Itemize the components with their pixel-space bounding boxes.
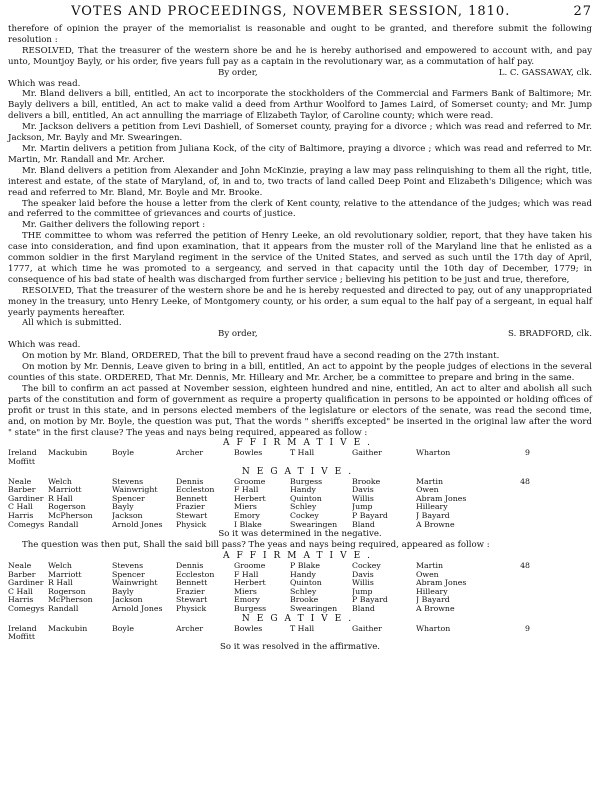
- member-name: Barber: [8, 485, 36, 495]
- member-name: R Hall: [48, 578, 73, 588]
- vote-result: So it was resolved in the affirmative.: [219, 641, 381, 652]
- member-name: Groome: [234, 477, 266, 486]
- affirmative-heading: AFFIRMATIVE.: [222, 438, 378, 449]
- vote-column: [416, 625, 474, 642]
- vote-column: [8, 625, 48, 642]
- vote-column: [176, 478, 234, 530]
- member-name: T Hall: [290, 624, 315, 633]
- paragraph: Mr. Bland delivers a petition from Alexander and John McKinzie, praying a law may pass relinquishing to them all the right, title, interest and estate, of the state of Maryland, of, in and to, two tracts of land called Deep Point and Elizabeth's Diligence; which was read and referred to Mr. Bland, Mr. Boyle and Mr. Brooke.: [8, 165, 592, 198]
- vote-column: [234, 478, 290, 530]
- member-name: Jump: [352, 502, 373, 512]
- member-name: Quinton: [290, 578, 322, 588]
- document-page: [8, 4, 592, 653]
- member-name: J Bayard: [416, 595, 450, 605]
- by-order: By order,: [218, 329, 258, 340]
- member-name: C Hall: [8, 502, 33, 512]
- member-name: Martin: [416, 477, 444, 486]
- vote-table-1: [8, 438, 592, 540]
- vote-column: [352, 562, 416, 614]
- vote-column: [176, 562, 234, 614]
- member-name: Marriott: [48, 569, 82, 579]
- vote-column: [48, 562, 112, 614]
- member-name: Bennett: [176, 578, 208, 588]
- vote-column: [234, 449, 290, 466]
- member-name: F Hall: [234, 485, 259, 495]
- member-name: Boyle: [112, 449, 134, 458]
- member-name: Hilleary: [416, 586, 448, 596]
- paragraph: Which was read.: [8, 340, 81, 351]
- paragraph: Mr. Bland delivers a bill, entitled, An act to incorporate the stockholders of the Commercial and Farmers Bank of Baltimore; Mr. Bayly delivers a bill, entitled, An act to make valid a deed from Arthur Woolford to James Laird, of Somerset county; and Mr. Jump delivers a bill, entitled, An act annulling the marriage of Elizabeth Taylor, of Caroline county; which were read.: [8, 89, 592, 122]
- affirmative-names: [8, 562, 592, 614]
- member-name: Eccleston: [176, 485, 215, 495]
- paragraph: On motion by Mr. Bland, ORDERED, That the bill to prevent fraud have a second reading on the 27th instant.: [22, 351, 500, 362]
- member-name: Barber: [8, 569, 36, 579]
- paragraph: Mr. Martin delivers a petition from Juliana Kock, of the city of Baltimore, praying a divorce ; which was read and referred to Mr. Martin, Mr. Randall and Mr. Archer.: [8, 143, 592, 165]
- vote-column: [416, 562, 474, 614]
- member-name: Willis: [352, 493, 374, 503]
- member-name: Miers: [234, 502, 257, 512]
- paragraph: On motion by Mr. Dennis, Leave given to bring in a bill, entitled, An act to appoint by the people judges of elections in the several counties of this state. ORDERED, That Mr. Dennis, Mr. Hilleary and Mr. Archer, be a committee to prepare and bring in the same.: [8, 362, 592, 383]
- member-name: F Hall: [234, 569, 259, 579]
- vote-column: [112, 449, 176, 466]
- member-name: Boyle: [112, 624, 134, 633]
- member-name: Swearingen: [290, 604, 338, 614]
- vote-column: [48, 478, 112, 530]
- paragraph: therefore of opinion the prayer of the memorialist is reasonable and ought to be granted, and therefore submit the following resolution :: [8, 24, 592, 45]
- member-name: McPherson: [48, 595, 93, 605]
- member-name: Dennis: [176, 562, 204, 571]
- member-name: Dennis: [176, 477, 204, 486]
- member-name: Rogerson: [48, 502, 86, 512]
- negative-heading: NEGATIVE.: [241, 466, 359, 477]
- vote-column: [352, 625, 416, 642]
- clerk-name: L. C. GASSAWAY, clk.: [498, 67, 592, 78]
- vote-column: [416, 478, 474, 530]
- member-name: Frazier: [176, 502, 205, 512]
- member-name: Emory: [234, 595, 260, 605]
- signature-line: [8, 68, 592, 79]
- member-name: Bennett: [176, 493, 208, 503]
- paragraph: All which is submitted.: [22, 318, 122, 329]
- affirmative-names: [8, 449, 592, 466]
- member-name: Davis: [352, 569, 374, 579]
- paragraph: THE committee to whom was referred the petition of Henry Leeke, an old revolutionary soldier, report, that they have taken his case into consideration, and find upon examination, that it appears from the muster roll of the Maryland line that he enlisted as a common soldier in the first Maryland regiment in the service of the United States, and served as such until the 17th day of April, 1777, at which time he was promoted to a sergeancy, and served in that capacity until the 10th day of December, 1779; in consequence of his bad state of health was discharged from further service ; believing his petition to be just and true, therefore,: [8, 231, 592, 285]
- member-name: Marriott: [48, 485, 82, 495]
- vote-count: 48: [520, 477, 530, 486]
- member-name: Wainwright: [112, 485, 158, 495]
- member-name: Welch: [48, 477, 72, 486]
- member-name: Owen: [416, 485, 439, 495]
- by-order: By order,: [218, 67, 258, 78]
- member-name: Bland: [352, 604, 375, 614]
- member-name: Swearingen: [290, 519, 338, 529]
- clerk-name: S. BRADFORD, clk.: [508, 329, 592, 340]
- member-name: Bowles: [234, 449, 263, 458]
- member-name: Brooke: [352, 477, 381, 486]
- member-name: Mackubin: [48, 624, 88, 633]
- member-name: Stewart: [176, 511, 208, 520]
- member-name: Randall: [48, 604, 79, 614]
- member-name: Harris: [8, 595, 34, 605]
- member-name: Bayly: [112, 502, 134, 512]
- member-name: Abram Jones: [416, 493, 467, 503]
- member-name: Schley: [290, 586, 317, 596]
- paragraph: Mr. Gaither delivers the following report :: [22, 220, 206, 231]
- vote-column: [234, 562, 290, 614]
- member-name: Handy: [290, 485, 316, 495]
- member-name: A Browne: [416, 519, 455, 529]
- vote-column: [290, 562, 352, 614]
- vote-column: [416, 449, 474, 466]
- negative-names: [8, 478, 592, 530]
- member-name: Moffitt: [8, 632, 35, 642]
- member-name: Moffitt: [8, 457, 35, 467]
- member-name: P Bayard: [352, 511, 388, 520]
- vote-table-2: [8, 551, 592, 653]
- vote-column: [48, 449, 112, 466]
- member-name: Stevens: [112, 477, 144, 486]
- member-name: T Hall: [290, 449, 315, 458]
- member-name: Emory: [234, 511, 260, 520]
- member-name: Ireland: [8, 624, 37, 633]
- vote-column: [352, 478, 416, 530]
- vote-column: [352, 449, 416, 466]
- member-name: Welch: [48, 562, 72, 571]
- member-name: I Blake: [234, 519, 262, 529]
- vote-column: [48, 625, 112, 642]
- member-name: Arnold Jones: [112, 519, 163, 529]
- member-name: A Browne: [416, 604, 455, 614]
- vote-column: [290, 625, 352, 642]
- paragraph: The bill to confirm an act passed at November session, eighteen hundred and nine, entitled, An act to alter and abolish all such parts of the constitution and form of government as require a property qualification in persons to be appointed or holding offices of profit or trust in this state, and in persons elected members of the legislature or electors of the senate, was read the second time, and, on motion by Mr. Boyle, the question was put, That the words " sheriffs excepted" be inserted in the original law after the word " state" in the first clause? The yeas and nays being required, appeared as follow :: [8, 383, 592, 438]
- member-name: Bayly: [112, 586, 134, 596]
- vote-count: 9: [525, 624, 530, 633]
- member-name: Abram Jones: [416, 578, 467, 588]
- paragraph: Mr. Jackson delivers a petition from Levi Dashiell, of Somerset county, praying for a divorce ; which was read and referred to Mr. Jackson, Mr. Bayly and Mr. Swearingen.: [8, 122, 592, 144]
- member-name: Eccleston: [176, 569, 215, 579]
- affirmative-heading: AFFIRMATIVE.: [222, 551, 378, 562]
- member-name: Comegys: [8, 519, 45, 529]
- vote-column: [290, 478, 352, 530]
- vote-column: [8, 562, 48, 614]
- vote-column: [290, 449, 352, 466]
- member-name: Cockey: [290, 511, 319, 520]
- page-header: [8, 4, 592, 24]
- paragraph: RESOLVED, That the treasurer of the western shore be and he is hereby authorised and empowered to account with, and pay unto, Mountjoy Bayly, or his order, five years full pay as a captain in the revolutionary war, as a commutation of half pay.: [8, 45, 592, 67]
- vote-result: So it was determined in the negative.: [218, 529, 382, 540]
- member-name: Miers: [234, 586, 257, 596]
- negative-heading: NEGATIVE.: [241, 613, 359, 624]
- page-title: VOTES AND PROCEEDINGS, NOVEMBER SESSION, 1810.: [71, 4, 511, 19]
- member-name: Schley: [290, 502, 317, 512]
- member-name: Gaither: [352, 449, 382, 458]
- vote-column: [8, 478, 48, 530]
- member-name: Hilleary: [416, 502, 448, 512]
- member-name: Stewart: [176, 595, 208, 605]
- member-name: Handy: [290, 569, 316, 579]
- vote-count: 9: [525, 449, 530, 458]
- member-name: Herbert: [234, 578, 266, 588]
- member-name: Jackson: [112, 511, 143, 520]
- member-name: Martin: [416, 562, 444, 571]
- member-name: C Hall: [8, 586, 33, 596]
- member-name: Willis: [352, 578, 374, 588]
- vote-column: [8, 449, 48, 466]
- member-name: Comegys: [8, 604, 45, 614]
- member-name: Owen: [416, 569, 439, 579]
- member-name: Wharton: [416, 449, 451, 458]
- member-name: Quinton: [290, 493, 322, 503]
- member-name: McPherson: [48, 511, 93, 520]
- member-name: Spencer: [112, 569, 145, 579]
- vote-column: [234, 625, 290, 642]
- paragraph: The speaker laid before the house a letter from the clerk of Kent county, relative to the attendance of the judges; which was read and referred to the committee of grievances and courts of justice.: [8, 198, 592, 220]
- member-name: Cockey: [352, 562, 381, 571]
- member-name: P Bayard: [352, 595, 388, 605]
- vote-column: [112, 562, 176, 614]
- member-name: Physick: [176, 519, 207, 529]
- member-name: Gardiner: [8, 578, 44, 588]
- vote-column: [176, 449, 234, 466]
- member-name: Rogerson: [48, 586, 86, 596]
- member-name: Burgess: [290, 477, 323, 486]
- page-number: 27: [573, 4, 592, 19]
- vote-column: [176, 625, 234, 642]
- member-name: Archer: [176, 449, 204, 458]
- member-name: Frazier: [176, 586, 205, 596]
- negative-names: [8, 625, 592, 642]
- member-name: Spencer: [112, 493, 145, 503]
- paragraph: Which was read.: [8, 78, 81, 89]
- member-name: Bland: [352, 519, 375, 529]
- member-name: Bowles: [234, 624, 263, 633]
- member-name: Davis: [352, 485, 374, 495]
- member-name: Brooke: [290, 595, 319, 605]
- signature-line: [8, 329, 592, 340]
- member-name: Jackson: [112, 595, 143, 605]
- vote-count: 48: [520, 562, 530, 571]
- member-name: Mackubin: [48, 449, 88, 458]
- member-name: R Hall: [48, 493, 73, 503]
- member-name: Randall: [48, 519, 79, 529]
- member-name: Physick: [176, 604, 207, 614]
- member-name: Wharton: [416, 624, 451, 633]
- member-name: Ireland: [8, 449, 37, 458]
- member-name: Gardiner: [8, 493, 44, 503]
- paragraph: The question was then put, Shall the said bill pass? The yeas and nays being required, appeared as follow :: [22, 540, 490, 551]
- member-name: Herbert: [234, 493, 266, 503]
- member-name: Harris: [8, 511, 34, 520]
- member-name: Archer: [176, 624, 204, 633]
- member-name: Groome: [234, 562, 266, 571]
- vote-column: [112, 478, 176, 530]
- member-name: Arnold Jones: [112, 604, 163, 614]
- member-name: J Bayard: [416, 511, 450, 520]
- member-name: Burgess: [234, 604, 267, 614]
- member-name: Neale: [8, 477, 32, 486]
- member-name: Stevens: [112, 562, 144, 571]
- member-name: P Blake: [290, 562, 320, 571]
- paragraph: RESOLVED, That the treasurer of the western shore be and he is hereby requested and directed to pay, out of any unappropriated money in the treasury, unto Henry Leeke, of Montgomery county, or his order, a sum equal to the half pay of a sergeant, in equal half yearly payments hereafter.: [8, 285, 592, 318]
- member-name: Jump: [352, 586, 373, 596]
- member-name: Neale: [8, 562, 32, 571]
- vote-column: [112, 625, 176, 642]
- member-name: Wainwright: [112, 578, 158, 588]
- member-name: Gaither: [352, 624, 382, 633]
